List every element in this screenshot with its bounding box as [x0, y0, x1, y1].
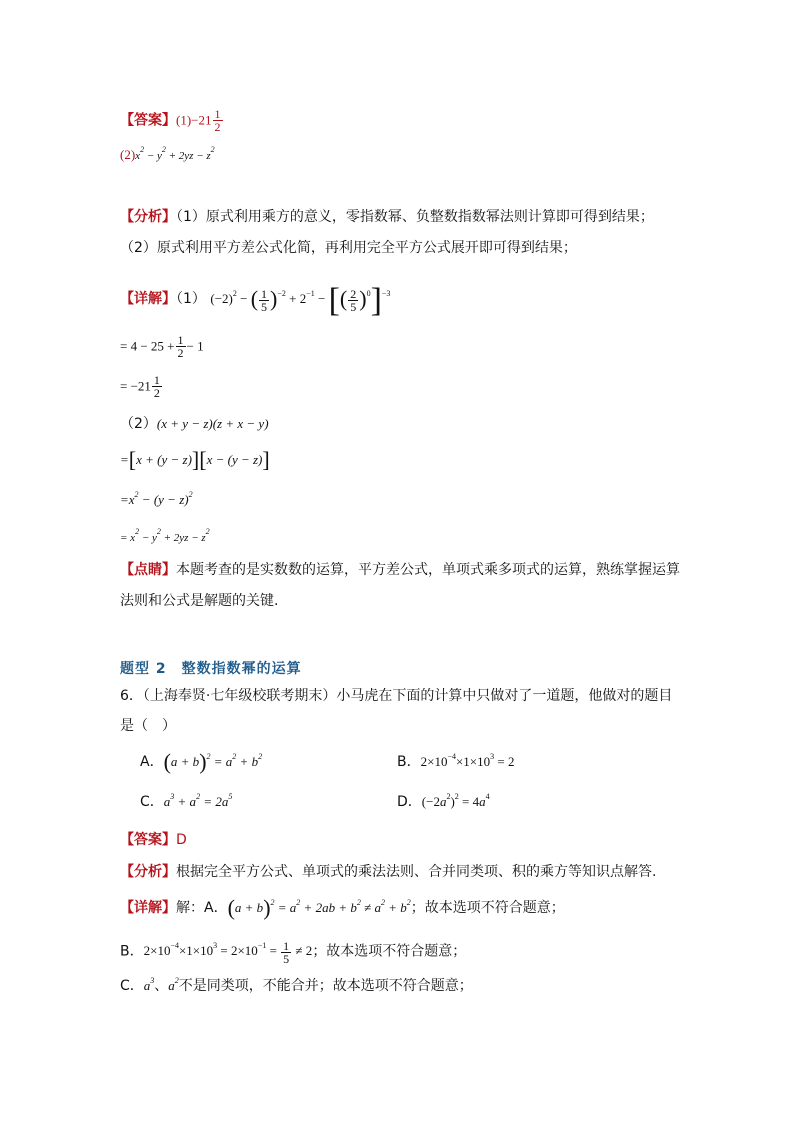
- option-c[interactable]: [140, 792, 232, 812]
- option-a-label: A．: [140, 754, 164, 770]
- answer1-line2: [120, 145, 215, 166]
- detail1-step1: = 4 − 25 + $\frac{1}{2}$ − 1: [120, 333, 204, 360]
- detail6-b-expr: $2\times 10^{-4}\times 1\times 10^3 = 2\times 10^{-1}$ = $\frac{1}{5}$ ≠ 2: [143, 939, 313, 966]
- answer1-fraction: $\frac{1}{2}$: [214, 107, 221, 134]
- answer6-value: D: [176, 832, 187, 848]
- analysis1-line2: [120, 238, 577, 258]
- detail1-step2: = −21 $\frac{1}{2}$: [120, 373, 160, 400]
- detail1-expression: $(-2)^2$ − ( $\frac{1}{5}$ )$^{-2} + 2^{-1}$ − [( $\frac{2}{5}$ )$^0$]$^{-3}$: [210, 282, 391, 319]
- analysis1-line1: [120, 207, 654, 227]
- detail1-step1-fraction: $\frac{1}{2}$: [177, 333, 184, 360]
- detail6-c-expr: $a^3$: [143, 976, 155, 993]
- question6-line1: [120, 686, 672, 706]
- option-d-label: D．: [397, 794, 422, 810]
- option-d[interactable]: [397, 792, 490, 812]
- detail1-part2-step2: $=x^2 - (y - z)^2$: [120, 490, 193, 507]
- detail1-part1-label: （1）: [176, 291, 206, 307]
- detail6-a-expr: $(a + b)^2 = a^2 + 2ab + b^2 \ne a^2 + b^2$: [227, 895, 411, 920]
- comment1-text2: 法则和公式是解题的关键.: [120, 593, 279, 609]
- analysis6-tag: 【分析】: [120, 864, 176, 880]
- detail1-part2: [120, 414, 269, 434]
- detail1-part2-step1: =[x + (y − z)][x − (y − z)]: [120, 447, 270, 472]
- detail6-c-mid: 不是同类项，不能合并；故本选项不符合题意；: [178, 978, 473, 994]
- detail6-b-suffix: ；故本选项不符合题意；: [312, 943, 467, 960]
- question6-text2: 是（ ）: [120, 718, 176, 734]
- detail6-a-suffix: ；故本选项不符合题意；: [410, 900, 565, 916]
- answer1-part2-expr: $x^2 - y^2 + 2yz - z^2$: [135, 145, 215, 162]
- detail1-tag: 【详解】: [120, 291, 176, 307]
- comment1-tag: 【点睛】: [120, 562, 176, 578]
- question6-line2: [120, 716, 176, 736]
- detail6-line-a: [120, 895, 565, 920]
- option-b-label: B．: [397, 754, 421, 770]
- option-d-expr: $(-2a^2)^2 = 4a^4$: [421, 792, 490, 809]
- section-heading: [120, 659, 302, 679]
- answer6-line: [120, 830, 187, 850]
- detail1-line1: [120, 282, 391, 319]
- section-title: 题型 2 整数指数幂的运算: [120, 661, 302, 677]
- question6-text1: 6．（上海奉贤·七年级校联考期末）小马虎在下面的计算中只做对了一道题，他做对的题目: [120, 688, 673, 704]
- detail6-a-prefix: 解：A．: [176, 900, 228, 916]
- option-c-label: C．: [140, 794, 164, 810]
- analysis1-text2: （2）原式利用平方差公式化简，再利用完全平方公式展开即可得到结果；: [120, 240, 577, 256]
- detail6-c-prefix: C．: [120, 978, 144, 994]
- analysis1-tag: 【分析】: [120, 209, 176, 225]
- detail1-part2-label: （2）: [120, 416, 157, 432]
- option-a-expr: $(a + b)^2 = a^2 + b^2$: [163, 749, 263, 774]
- analysis6-line: [120, 862, 656, 882]
- detail1-part2-step3: = $x^2 - y^2 + 2yz - z^2$: [120, 527, 210, 544]
- detail6-line-c: C．$a^3$、$a^2$不是同类项，不能合并；故本选项不符合题意；: [120, 976, 473, 994]
- answer1-part1: (1)−21: [176, 112, 212, 128]
- comment1-line2: [120, 591, 278, 611]
- analysis1-text1: （1）原式利用乘方的意义，零指数幂、负整数指数幂法则计算即可得到结果；: [176, 209, 654, 225]
- option-c-expr: $a^3 + a^2 = 2a^5$: [163, 792, 233, 809]
- answer6-tag: 【答案】: [120, 832, 176, 848]
- detail6-b-prefix: B．: [120, 943, 144, 960]
- answer1-tag: 【答案】: [120, 112, 176, 129]
- detail6-c-expr2: $a^2$: [168, 976, 179, 993]
- answer1-part2-label: (2): [120, 147, 136, 162]
- analysis6-text: 根据完全平方公式、单项式的乘法法则、合并同类项、积的乘方等知识点解答.: [176, 864, 657, 880]
- option-b-expr: $2\times 10^{-4}\times 1\times 10^3 = 2$: [420, 752, 515, 769]
- detail6-line-b: [120, 940, 466, 965]
- answer1-line1: [120, 108, 224, 133]
- detail1-part2-expr: (x + y − z)(z + x − y): [156, 416, 269, 431]
- detail6-tag: 【详解】: [120, 900, 176, 916]
- detail1-step2-fraction: $\frac{1}{2}$: [153, 373, 160, 400]
- option-b[interactable]: [397, 752, 514, 772]
- option-a[interactable]: [140, 749, 263, 774]
- comment1-text1: 本题考查的是实数数的运算，平方差公式，单项式乘多项式的运算，熟练掌握运算: [176, 562, 680, 578]
- comment1-line1: [120, 560, 680, 580]
